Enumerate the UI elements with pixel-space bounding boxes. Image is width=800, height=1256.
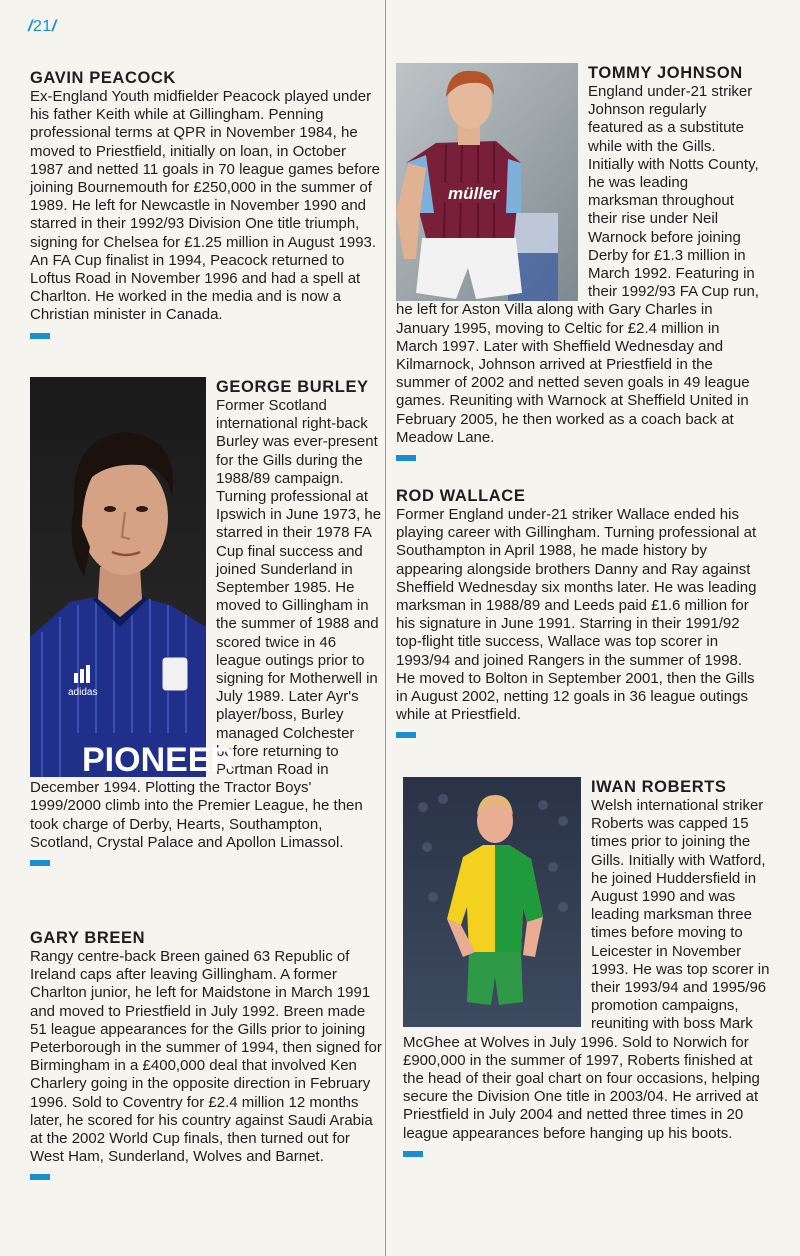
player-name: GAVIN PEACOCK: [30, 69, 176, 87]
player-bio: England under-21 striker Johnson regularly featured as a substitute while with the Gills. Initially with Notts County, he was leading marksman throughout their rise under Neil Warnock before joining Derby for £1.3 million in March 1992. Featuring in their 1992/93 FA Cup run, he left for Aston Villa along with Gary Charles in January 1995, moving to Celtic for £2.4 million in March 1997. Later with Sheffield Wednesday and Kilmarnock, Johnson arrived at Priestfield in the summer of 2002 and netted seven goals in 49 league games. Reuniting with Warnock at Sheffield United in February 2005, he then worked as a coach back at Meadow Lane.: [396, 83, 759, 446]
entry-iwan-roberts: [403, 777, 773, 1157]
shirt-sponsor-text: müller: [448, 184, 500, 203]
player-action-image: [396, 63, 578, 301]
entry-george-burley: [30, 377, 384, 866]
column-divider: [385, 0, 386, 1256]
george-burley-photo: [30, 377, 236, 779]
section-end-marker: [30, 1174, 50, 1180]
shirt-sponsor-text: PIONEER: [82, 741, 236, 779]
section-end-marker: [30, 333, 50, 339]
shirt-brand-text: adidas: [68, 687, 98, 698]
page-number-value: 21: [32, 18, 52, 35]
entry-gavin-peacock: [30, 68, 382, 339]
player-bio: Former England under-21 striker Wallace ended his playing career with Gillingham. Turning professional at Southampton in April 1988, he made history by appearing alongside brothers Danny and Ray against Sheffield Wednesday six months later. He was leading marksman in 1988/89 and Leeds paid £1.6 million for his signature in June 1991. Starring in their 1991/92 top-flight title success, Wallace was top scorer in 1993/94 and joined Rangers in the summer of 1998. He moved to Bolton in September 2001, then the Gills in August 2002, netting 12 goals in 36 league outings while at Priestfield.: [396, 506, 757, 724]
player-action-image: [403, 777, 581, 1027]
player-name: GEORGE BURLEY: [216, 378, 369, 396]
player-name: TOMMY JOHNSON: [588, 64, 743, 82]
player-name: IWAN ROBERTS: [591, 778, 727, 796]
player-bio: Welsh international striker Roberts was capped 15 times prior to joining the Gills. Initially with Watford, he joined Huddersfield in August 1990 and was leading marksman three times before moving to Leicester in November 1993. He was top scorer in their 1993/94 and 1995/96 promotion campaigns, reuniting with boss Mark McGhee at Wolves in July 1996. Sold to Norwich for £900,000 in the summer of 1997, Roberts finished at the head of their goal chart on four occasions, helping secure the Division One title in 2003/04. He arrived at Priestfield in July 2004 and netted three times in 20 league appearances before hanging up his boots.: [403, 797, 770, 1142]
player-bio: Former Scotland international right-back Burley was ever-present for the Gills during the 1988/89 campaign. Turning professional at Ipswich in June 1973, he starred in their 1978 FA Cup final success and joined Sunderland in September 1985. He moved to Gillingham in the summer of 1988 and scored twice in 46 league outings prior to signing for Motherwell in July 1989. Later Ayr's player/boss, Burley managed Colchester before returning to Portman Road in December 1994. Plotting the Tractor Boys' 1999/2000 climb into the Premier League, he then took charge of Derby, Hearts, Southampton, Scotland, Crystal Palace and Apollon Limassol.: [30, 397, 382, 851]
player-name: GARY BREEN: [30, 929, 146, 947]
entry-rod-wallace: [396, 486, 762, 738]
iwan-roberts-photo: [403, 777, 581, 1027]
section-end-marker: [396, 732, 416, 738]
section-end-marker: [403, 1151, 423, 1157]
section-end-marker: [396, 455, 416, 461]
player-portrait-image: [30, 377, 236, 779]
player-bio: Ex-England Youth midfielder Peacock played under his father Keith while at Gillingham. Penning professional terms at QPR in November 1984, he moved to Priestfield, initially on loan, in October 1987 and netted 11 goals in 70 league games before joining Bournemouth for £250,000 in the summer of 1989. He left for Newcastle in November 1990 and starred in their 1992/93 Division One title triumph, signing for Chelsea for £1.25 million in August 1993. An FA Cup finalist in 1994, Peacock returned to Loftus Road in November 1996 and had a spell at Charlton. He worked in the media and is now a Christian minister in Canada.: [30, 88, 380, 324]
tommy-johnson-photo: [396, 63, 578, 301]
page-number: /21/: [28, 18, 57, 35]
player-bio: Rangy centre-back Breen gained 63 Republic of Ireland caps after leaving Gillingham. A former Charlton junior, he left for Maidstone in March 1991 and moved to Priestfield in July 1992. Breen made 51 league appearances for the Gills prior to joining Peterborough in the summer of 1994, then signed for Birmingham in a £400,000 deal that involved Ken Charlery going in the opposite direction in February 1996. Sold to Coventry for £2.4 million 12 months later, he scored for his country against Saudi Arabia at the 2002 World Cup finals, then turned out for West Ham, Sunderland, Wolves and Barnet.: [30, 948, 382, 1166]
section-end-marker: [30, 860, 50, 866]
player-name: ROD WALLACE: [396, 487, 526, 505]
entry-gary-breen: [30, 928, 384, 1180]
entry-tommy-johnson: [396, 63, 762, 461]
